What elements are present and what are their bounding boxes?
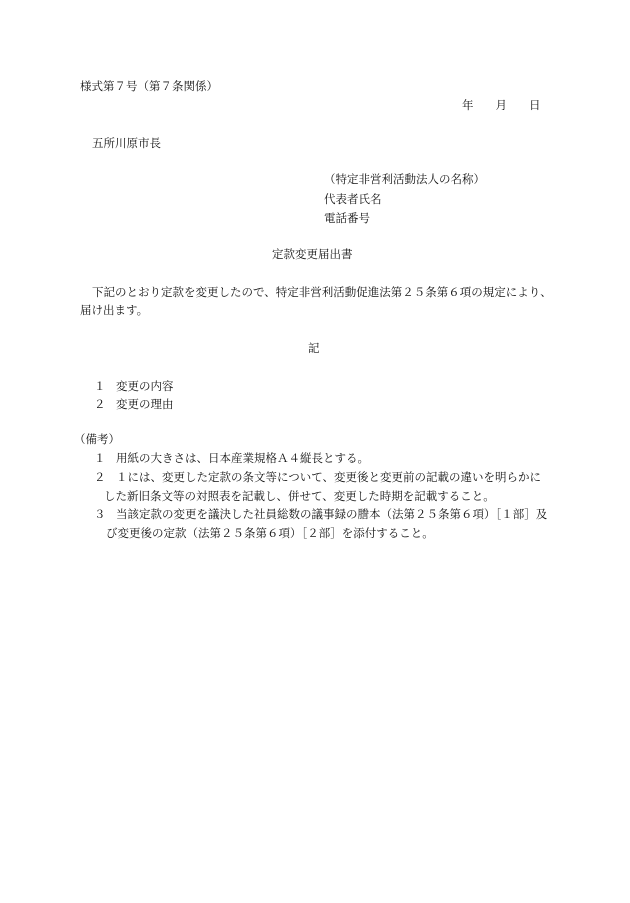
item-number: １ <box>94 379 106 393</box>
remark-item <box>94 509 547 521</box>
remarks-heading: （備考） <box>74 432 120 446</box>
list-item <box>94 381 174 393</box>
item-number: ２ <box>94 397 106 411</box>
remark-item <box>94 472 541 484</box>
applicant-phone-label: 電話番号 <box>324 211 370 225</box>
body-text-line-1: 下記のとおり定款を変更したので、特定非営利活動促進法第２５条第６項の規定により、 <box>92 285 552 299</box>
form-number-label: 様式第７号（第７条関係） <box>80 79 218 93</box>
remark-number: １ <box>94 451 106 465</box>
remark-item <box>94 453 369 465</box>
ki-heading: 記 <box>308 341 320 355</box>
applicant-representative-label: 代表者氏名 <box>324 192 382 206</box>
document-title: 定款変更届出書 <box>272 247 353 261</box>
remark-text-continuation: した新旧条文等の対照表を記載し、併せて、変更した時期を記載すること。 <box>104 489 495 503</box>
remark-text-continuation: び変更後の定款（法第２５条第６項）［２部］を添付すること。 <box>106 526 434 540</box>
remark-text: １には、変更した定款の条文等について、変更後と変更前の記載の違いを明らかに <box>116 470 542 484</box>
item-text: 変更の理由 <box>116 397 174 411</box>
body-text-line-2: 届け出ます。 <box>80 303 149 317</box>
remark-number: ３ <box>94 507 106 521</box>
day-label: 日 <box>529 98 541 112</box>
month-label: 月 <box>495 98 507 112</box>
list-item <box>94 399 174 411</box>
item-text: 変更の内容 <box>116 379 174 393</box>
remark-number: ２ <box>94 470 106 484</box>
year-label: 年 <box>462 98 474 112</box>
remark-text: 当該定款の変更を議決した社員総数の議事録の謄本（法第２５条第６項）［１部］及 <box>116 507 548 521</box>
date-line <box>462 100 541 112</box>
remark-text: 用紙の大きさは、日本産業規格Ａ４縦長とする。 <box>116 451 369 465</box>
applicant-org-name-label: （特定非営利活動法人の名称） <box>324 172 485 186</box>
addressee: 五所川原市長 <box>92 136 161 150</box>
